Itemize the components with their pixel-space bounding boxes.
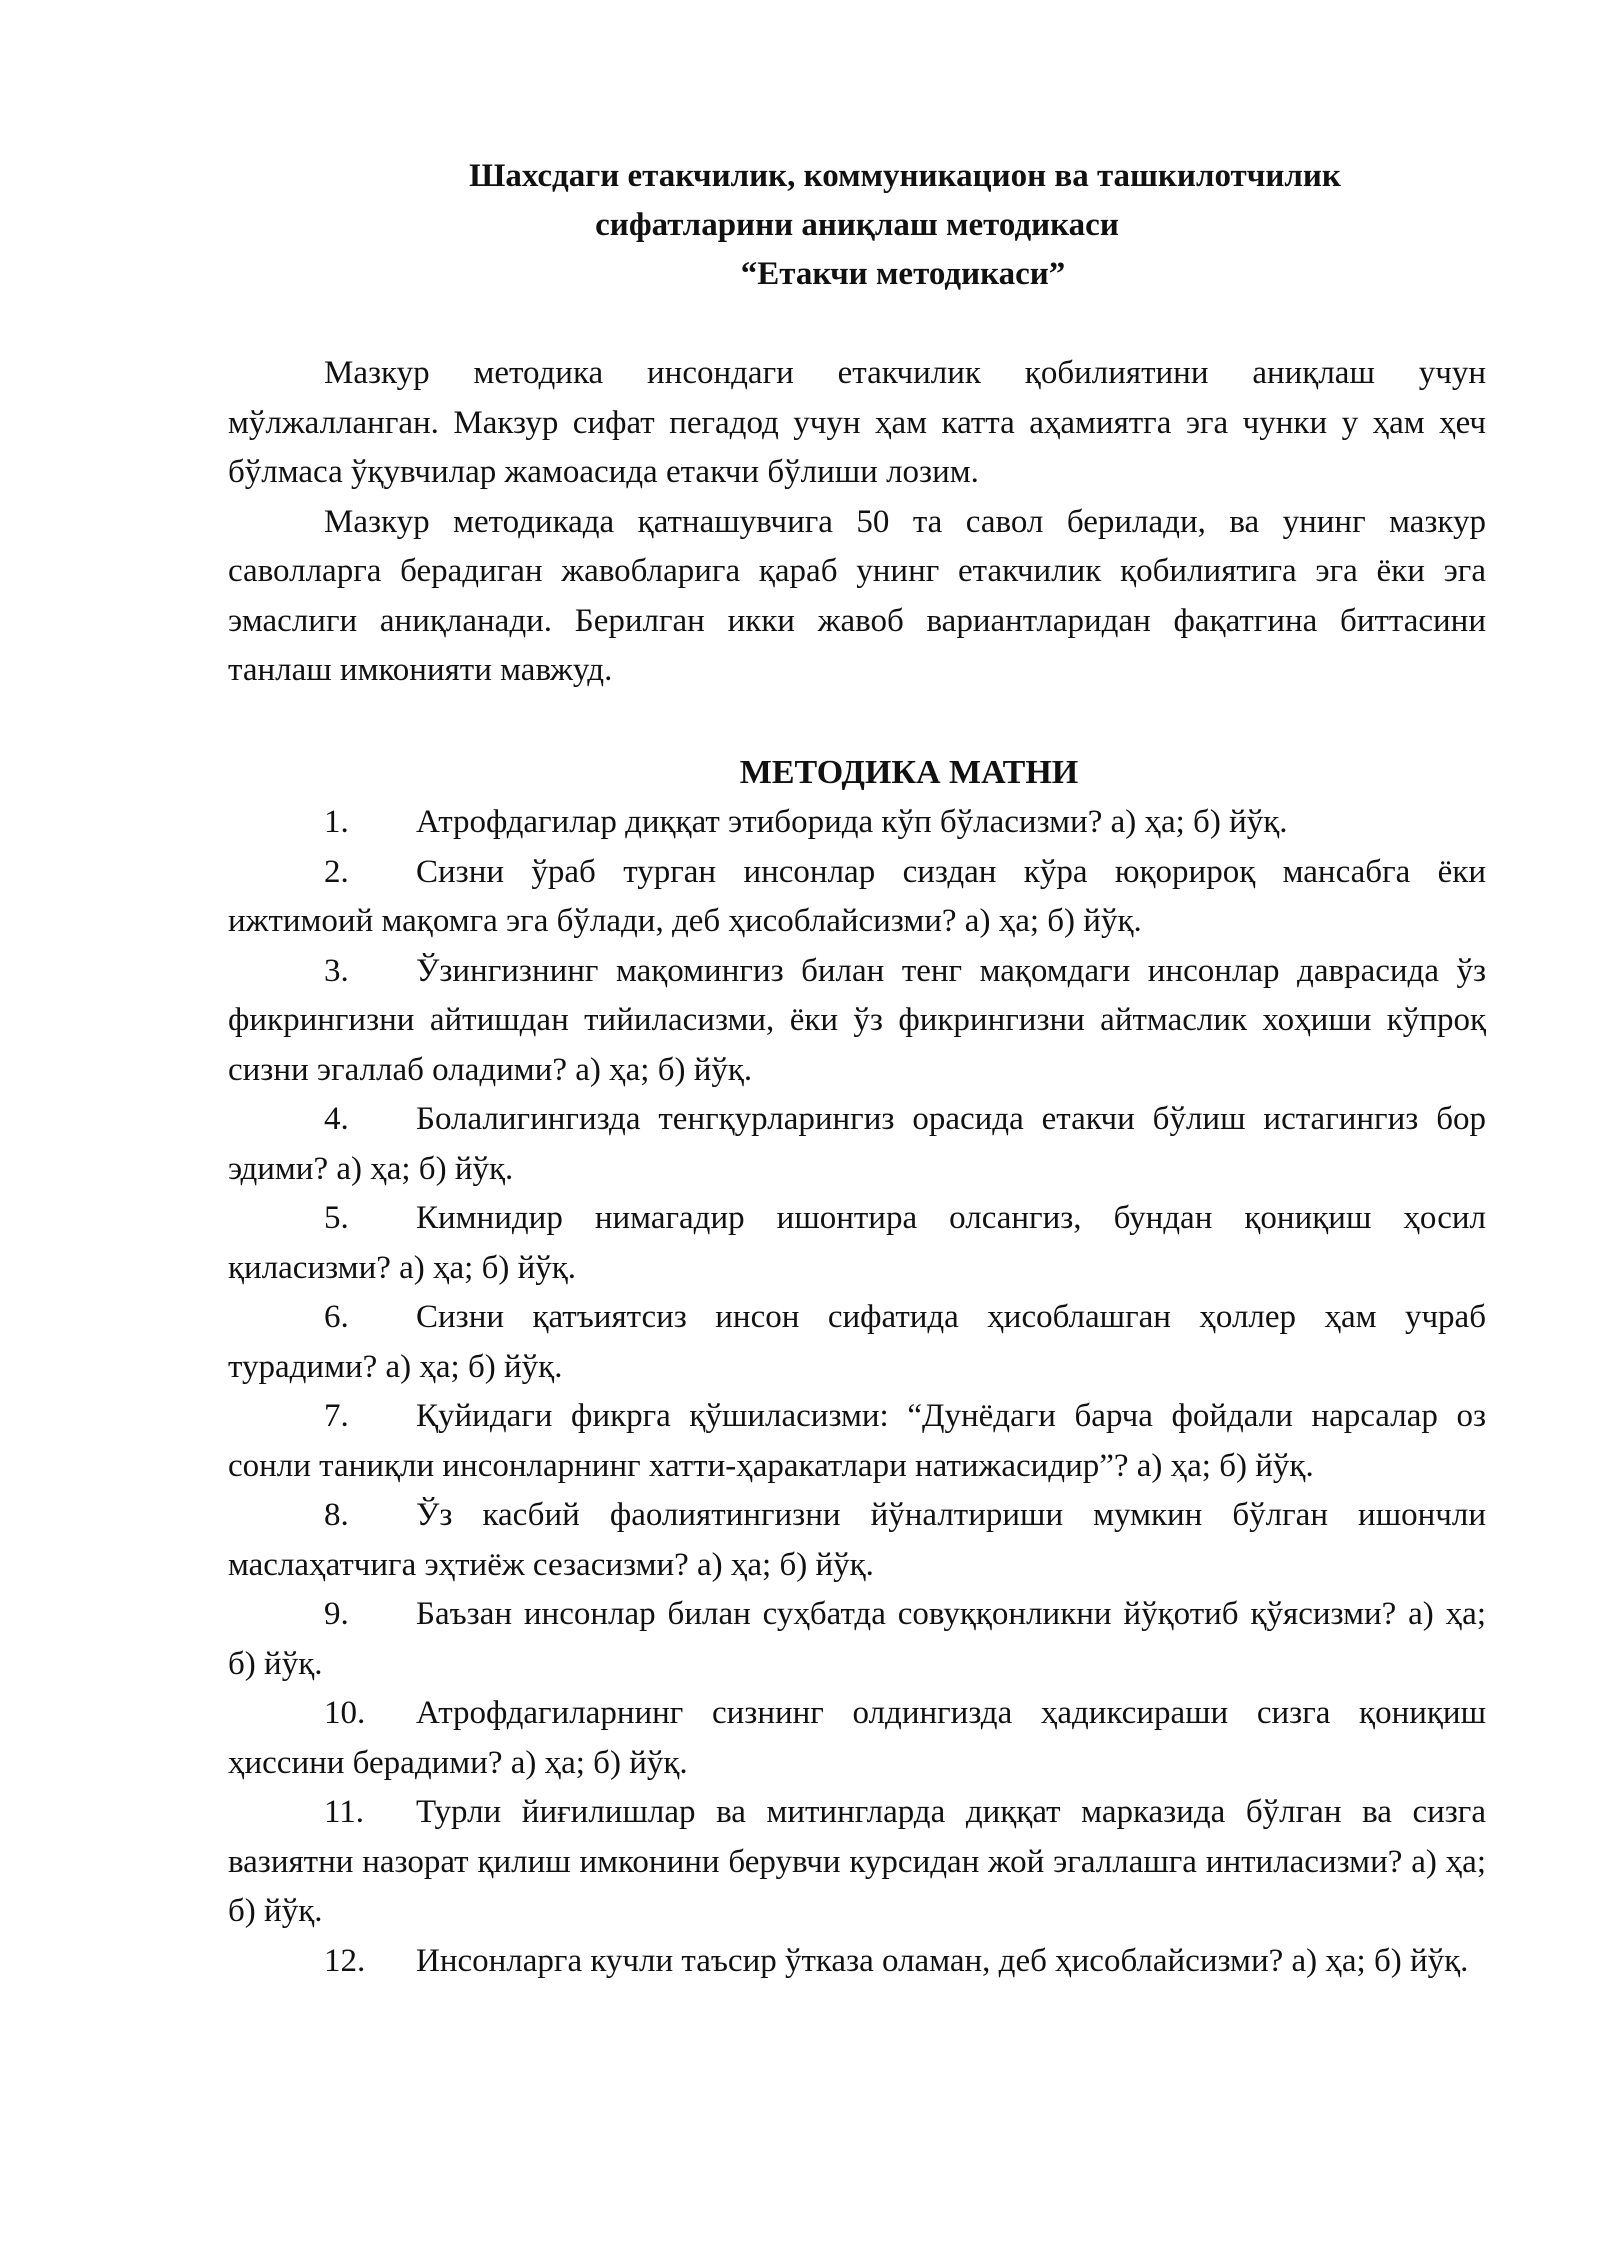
intro-paragraph-1: Мазкур методика инсондаги етакчилик қобилиятини аниқлаш учун мўлжалланган. Макзур сифат пегадод учун ҳам катта аҳамиятга эга чунки у ҳам ҳеч бўлмаса ўқувчилар жамоасида етакчи бўлиши лозим. [228, 355, 1486, 490]
question-item [228, 1937, 1486, 1987]
question-text: Кимнидир нимагадир ишонтира олсангиз, бундан қониқиш ҳосил қиласизми? а) ҳа; б) йўқ. [228, 1200, 1486, 1286]
question-text: Қуйидаги фикрга қўшиласизми: “Дунёдаги барча фойдали нарсалар оз сонли таниқли инсонларнинг хатти-ҳаракатлари натижасидир”? а) ҳа; б) йўқ. [228, 1398, 1486, 1484]
question-item [228, 1095, 1486, 1194]
question-text: Ўзингизнинг мақомингиз билан тенг мақомдаги инсонлар даврасида ўз фикрингизни айтишдан тийиласизми, ёки ўз фикрингизни айтмаслик хоҳиши кўпроқ сизни эгаллаб оладими? а) ҳа; б) йўқ. [228, 952, 1486, 1088]
question-number: 8. [324, 1497, 349, 1533]
intro-paragraph-2: Мазкур методикада қатнашувчига 50 та савол берилади, ва унинг мазкур саволларга берадиган жавобларига қараб унинг етакчилик қобилиятига эга ёки эга эмаслиги аниқланади. Берилган икки жавоб вариантларидан фақатгина биттасини танлаш имконияти мавжуд. [228, 503, 1486, 688]
question-number: 12. [324, 1942, 366, 1979]
question-number: 7. [324, 1398, 349, 1434]
question-text: Турли йиғилишлар ва митингларда диққат марказида бўлган ва сизга вазиятни назорат қилиш имконини берувчи курсидан жой эгаллашга интиласизми? а) ҳа; б) йўқ. [228, 1794, 1486, 1929]
question-number: 6. [324, 1299, 349, 1335]
question-item [228, 947, 1486, 1096]
question-item [228, 1689, 1486, 1788]
title-line-2: сифатларини аниқлаш методикаси [595, 207, 1119, 243]
question-number: 11. [324, 1794, 365, 1830]
question-number: 1. [324, 804, 349, 840]
question-item [228, 1788, 1486, 1937]
section-heading-text: МЕТОДИКА МАТНИ [739, 754, 1079, 791]
question-item [228, 1293, 1486, 1392]
question-item [228, 798, 1486, 848]
question-list [228, 798, 1486, 1986]
question-item [228, 1392, 1486, 1491]
question-text: Сизни ўраб турган инсонлар сиздан кўра юқорироқ мансабга ёки ижтимоий мақомга эга бўлади, деб ҳисоблайсизми? а) ҳа; б) йўқ. [228, 853, 1486, 939]
question-number: 4. [324, 1101, 349, 1137]
question-number: 10. [324, 1695, 366, 1731]
question-text: Болалигингизда тенгқурларингиз орасида етакчи бўлиш истагингиз бор эдими? а) ҳа; б) йўқ. [228, 1101, 1486, 1187]
title-line-1: Шахсдаги етакчилик, коммуникацион ва ташкилотчилик [469, 158, 1341, 194]
question-item [228, 1491, 1486, 1590]
title-line-3: “Етакчи методикаси” [740, 256, 1066, 292]
question-number: 9. [324, 1596, 349, 1632]
question-text: Атрофдагиларнинг сизнинг олдингизда ҳадиксираши сизга қониқиш ҳиссини берадими? а) ҳа; б) йўқ. [228, 1695, 1486, 1781]
question-text: Сизни қатъиятсиз инсон сифатида ҳисоблашган ҳоллер ҳам учраб турадими? а) ҳа; б) йўқ. [228, 1299, 1486, 1385]
question-number: 5. [324, 1200, 349, 1236]
intro-section [228, 349, 1486, 696]
question-number: 2. [324, 853, 349, 890]
question-number: 3. [324, 952, 349, 989]
question-text: Инсонларга кучли таъсир ўтказа оламан, деб ҳисоблайсизми? а) ҳа; б) йўқ. [416, 1942, 1469, 1979]
question-item [228, 1194, 1486, 1293]
question-item [228, 1590, 1486, 1689]
question-item [228, 848, 1486, 947]
question-text: Баъзан инсонлар билан суҳбатда совуққонликни йўқотиб қўясизми? а) ҳа; б) йўқ. [228, 1596, 1486, 1682]
question-text: Ўз касбий фаолиятингизни йўналтириши мумкин бўлган ишончли маслаҳатчига эҳтиёж сезасизми? а) ҳа; б) йўқ. [228, 1497, 1486, 1583]
question-text: Атрофдагилар диққат этиборида кўп бўласизми? а) ҳа; б) йўқ. [416, 804, 1288, 840]
